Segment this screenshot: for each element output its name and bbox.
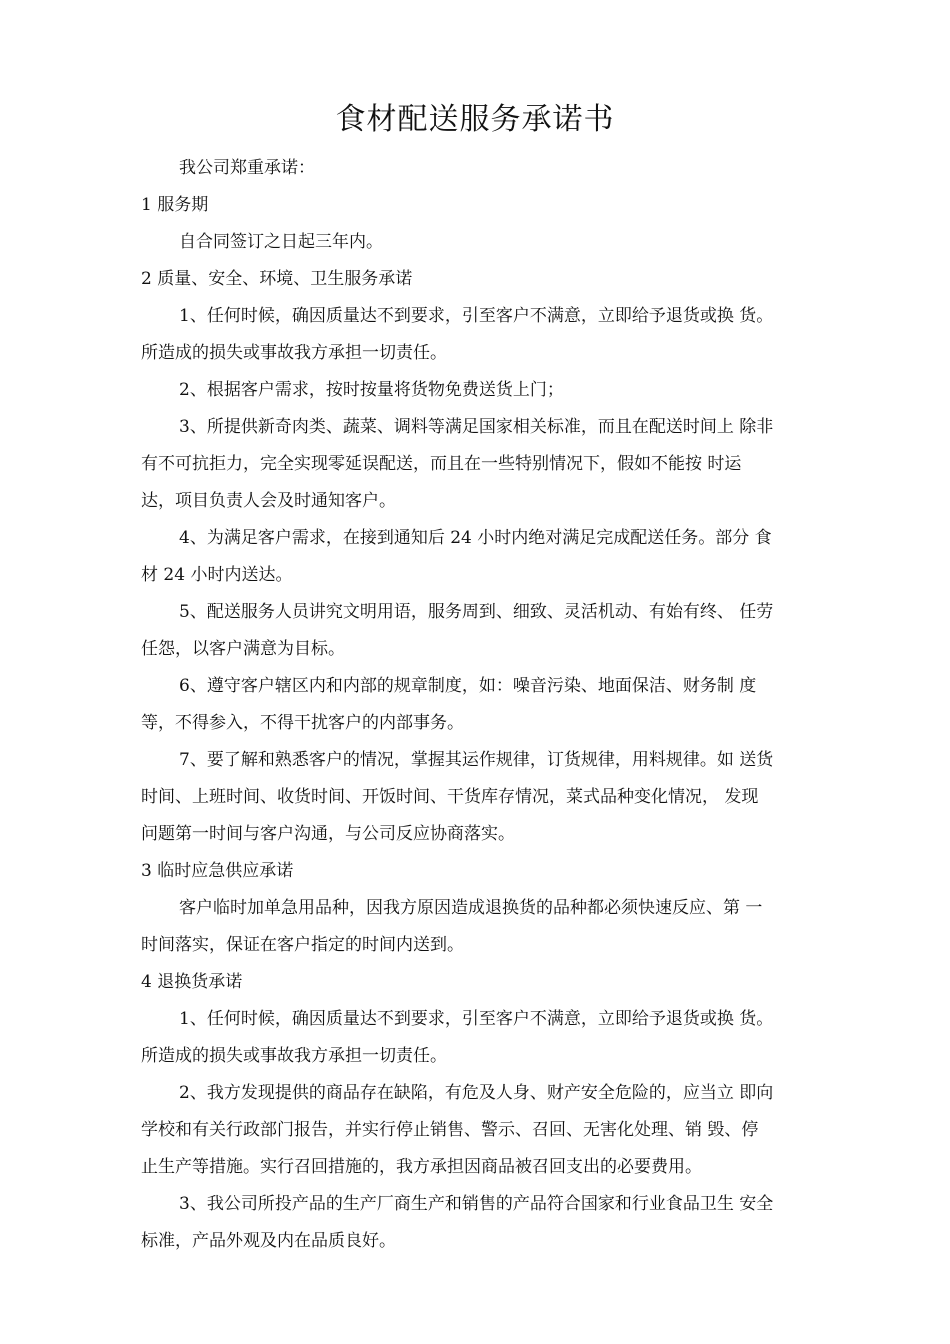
paragraph-line: 时间落实，保证在客户指定的时间内送到。 xyxy=(141,935,464,955)
paragraph-line: 1、任何时候，确因质量达不到要求，引至客户不满意，立即给予退货或换 货。 xyxy=(179,1009,774,1029)
document-body xyxy=(141,150,816,1260)
paragraph-line: 材 24 小时内送达。 xyxy=(141,565,293,585)
paragraph-line: 所造成的损失或事故我方承担一切责任。 xyxy=(141,343,447,363)
paragraph-line: 学校和有关行政部门报告，并实行停止销售、警示、召回、无害化处理、销 毁、停 xyxy=(141,1120,759,1140)
paragraph-line: 有不可抗拒力，完全实现零延误配送，而且在一些特别情况下，假如不能按 时运 xyxy=(141,454,742,474)
paragraph-line: 问题第一时间与客户沟通，与公司反应协商落实。 xyxy=(141,824,515,844)
section-heading: 1 服务期 xyxy=(141,195,209,215)
paragraph-line: 达，项目负责人会及时通知客户。 xyxy=(141,491,396,511)
paragraph-line: 等，不得参入，不得干扰客户的内部事务。 xyxy=(141,713,464,733)
opening-line: 我公司郑重承诺： xyxy=(179,158,315,178)
paragraph-line: 所造成的损失或事故我方承担一切责任。 xyxy=(141,1046,447,1066)
paragraph-line: 自合同签订之日起三年内。 xyxy=(179,232,383,252)
paragraph-line: 时间、上班时间、收货时间、开饭时间、干货库存情况，菜式品种变化情况， 发现 xyxy=(141,787,759,807)
paragraph-line: 标准，产品外观及内在品质良好。 xyxy=(141,1231,396,1251)
paragraph-line: 客户临时加单急用品种，因我方原因造成退换货的品种都必须快速反应、第 一 xyxy=(179,898,763,918)
paragraph-line: 止生产等措施。实行召回措施的，我方承担因商品被召回支出的必要费用。 xyxy=(141,1157,702,1177)
document-title: 食材配送服务承诺书 xyxy=(335,102,615,137)
paragraph-line: 3、所提供新奇肉类、蔬菜、调料等满足国家相关标准，而且在配送时间上 除非 xyxy=(179,417,774,437)
section-heading: 2 质量、安全、环境、卫生服务承诺 xyxy=(141,269,413,289)
section-heading: 4 退换货承诺 xyxy=(141,972,243,992)
paragraph-line: 7、要了解和熟悉客户的情况，掌握其运作规律，订货规律，用料规律。如 送货 xyxy=(179,750,774,770)
paragraph-line: 任怨，以客户满意为目标。 xyxy=(141,639,345,659)
paragraph-line: 3、我公司所投产品的生产厂商生产和销售的产品符合国家和行业食品卫生 安全 xyxy=(179,1194,774,1214)
paragraph-line: 2、根据客户需求，按时按量将货物免费送货上门； xyxy=(179,380,564,400)
paragraph-line: 6、遵守客户辖区内和内部的规章制度，如：噪音污染、地面保洁、财务制 度 xyxy=(179,676,757,696)
paragraph-line: 2、我方发现提供的商品存在缺陷，有危及人身、财产安全危险的，应当立 即向 xyxy=(179,1083,774,1103)
paragraph-line: 5、配送服务人员讲究文明用语，服务周到、细致、灵活机动、有始有终、 任劳 xyxy=(179,602,774,622)
paragraph-line: 4、为满足客户需求，在接到通知后 24 小时内绝对满足完成配送任务。部分 食 xyxy=(179,528,772,548)
paragraph-line: 1、任何时候，确因质量达不到要求，引至客户不满意，立即给予退货或换 货。 xyxy=(179,306,774,326)
section-heading: 3 临时应急供应承诺 xyxy=(141,861,294,881)
